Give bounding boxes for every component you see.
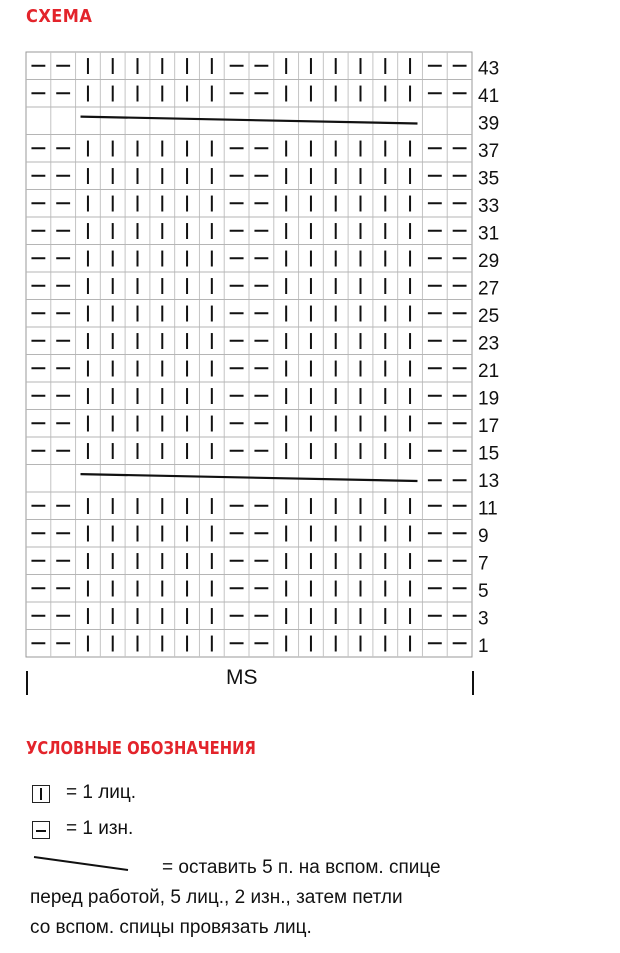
row-number: 1 xyxy=(478,636,489,658)
row-number: 19 xyxy=(478,388,500,410)
cable-line-icon xyxy=(32,852,132,876)
row-number: 27 xyxy=(478,278,500,300)
row-number: 31 xyxy=(478,223,500,245)
row-number: 39 xyxy=(478,113,500,135)
row-number: 37 xyxy=(478,141,500,163)
row-number: 15 xyxy=(478,443,500,465)
row-number: 41 xyxy=(478,86,500,108)
row-number: 21 xyxy=(478,361,500,383)
row-number: 11 xyxy=(478,498,498,520)
legend-cable-line1: = оставить 5 п. на вспом. спице xyxy=(162,857,441,878)
chart-title: СХЕМА xyxy=(26,6,93,27)
row-number: 13 xyxy=(478,471,500,493)
legend-cable-line2: перед работой, 5 лиц., 2 изн., затем петли xyxy=(30,887,403,908)
row-number: 35 xyxy=(478,168,500,190)
row-number: 29 xyxy=(478,251,500,273)
row-number: 7 xyxy=(478,553,489,575)
legend-purl-text: = 1 изн. xyxy=(66,818,134,839)
row-number: 23 xyxy=(478,333,500,355)
row-number: 9 xyxy=(478,526,489,548)
row-number: 3 xyxy=(478,608,489,630)
legend-cable-line3: со вспом. спицы провязать лиц. xyxy=(30,917,312,938)
row-number: 33 xyxy=(478,196,500,218)
row-number: 5 xyxy=(478,581,489,603)
row-number: 25 xyxy=(478,306,500,328)
knit-stitch-icon xyxy=(32,785,50,803)
legend-title: УСЛОВНЫЕ ОБОЗНАЧЕНИЯ xyxy=(26,738,256,759)
row-number: 43 xyxy=(478,58,500,80)
row-number: 17 xyxy=(478,416,500,438)
legend-knit-text: = 1 лиц. xyxy=(66,782,137,803)
purl-stitch-icon xyxy=(32,821,50,839)
repeat-label: MS xyxy=(226,666,258,689)
